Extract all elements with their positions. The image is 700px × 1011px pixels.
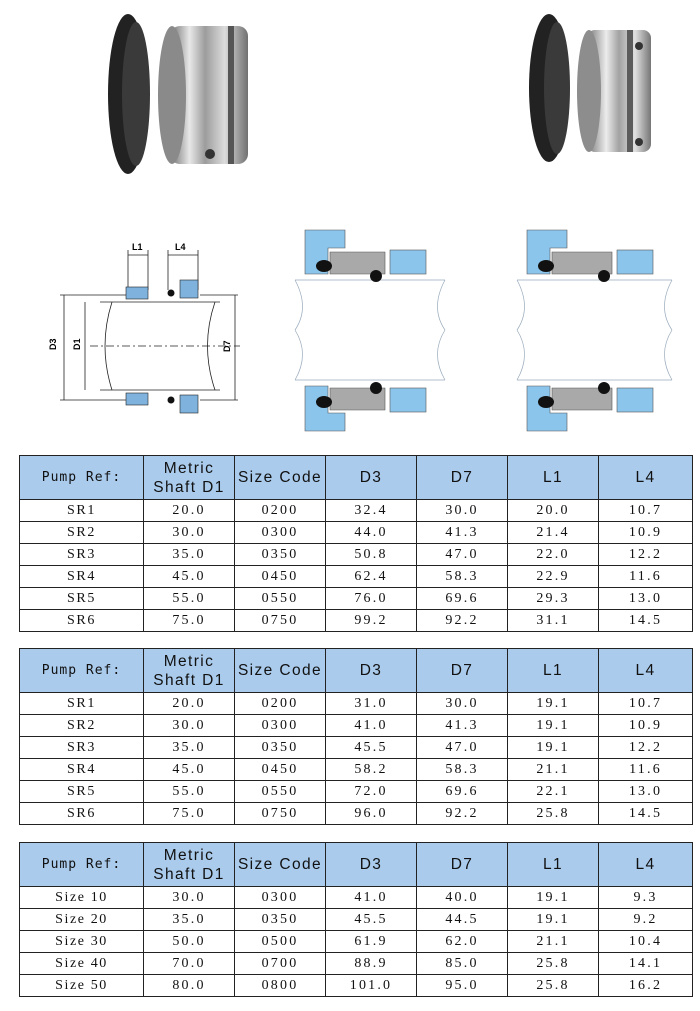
- header-d7: D7: [417, 843, 508, 887]
- table-cell: SR6: [20, 803, 144, 825]
- table-cell: 76.0: [326, 588, 417, 610]
- table-cell: 41.0: [326, 715, 417, 737]
- table-cell: 41.3: [417, 715, 508, 737]
- table-cell: 45.5: [326, 909, 417, 931]
- header-l1: L1: [508, 456, 599, 500]
- table-cell: 21.1: [508, 931, 599, 953]
- table-cell: 75.0: [144, 610, 235, 632]
- table-row: [20, 610, 693, 632]
- table-cell: 99.2: [326, 610, 417, 632]
- table-cell: 55.0: [144, 588, 235, 610]
- table-row: [20, 693, 693, 715]
- table-cell: SR1: [20, 500, 144, 522]
- table-cell: 14.5: [599, 803, 693, 825]
- table-cell: 35.0: [144, 544, 235, 566]
- table-cell: 11.6: [599, 759, 693, 781]
- table-cell: 45.5: [326, 737, 417, 759]
- table-cell: 22.9: [508, 566, 599, 588]
- table-body: [20, 693, 693, 825]
- header-pump-ref: Pump Ref:: [20, 456, 144, 500]
- table-cell: 35.0: [144, 909, 235, 931]
- table-cell: Size 10: [20, 887, 144, 909]
- label-l1: L1: [132, 242, 143, 252]
- table-cell: 85.0: [417, 953, 508, 975]
- table-cell: 95.0: [417, 975, 508, 997]
- table-row: [20, 781, 693, 803]
- table-cell: 0200: [235, 693, 326, 715]
- table-cell: 62.0: [417, 931, 508, 953]
- table-cell: 61.9: [326, 931, 417, 953]
- table-row: [20, 566, 693, 588]
- table-cell: 88.9: [326, 953, 417, 975]
- table-cell: Size 20: [20, 909, 144, 931]
- table-cell: 0350: [235, 909, 326, 931]
- table-cell: 58.3: [417, 759, 508, 781]
- header-shaft-d1: Metric Shaft D1: [144, 456, 235, 500]
- table-cell: SR5: [20, 781, 144, 803]
- table-cell: SR6: [20, 610, 144, 632]
- table-cell: 19.1: [508, 693, 599, 715]
- table-cell: 32.4: [326, 500, 417, 522]
- header-l1: L1: [508, 843, 599, 887]
- table-cell: SR3: [20, 737, 144, 759]
- header-d3: D3: [326, 843, 417, 887]
- table-cell: 30.0: [144, 887, 235, 909]
- header-d7: D7: [417, 649, 508, 693]
- table-cell: 55.0: [144, 781, 235, 803]
- header-size-code: Size Code: [235, 649, 326, 693]
- header-pump-ref: Pump Ref:: [20, 649, 144, 693]
- table-cell: 22.1: [508, 781, 599, 803]
- header-l4: L4: [599, 649, 693, 693]
- table-row: [20, 759, 693, 781]
- table-cell: 44.0: [326, 522, 417, 544]
- table-row: [20, 522, 693, 544]
- table-cell: 19.1: [508, 909, 599, 931]
- label-d1: D1: [72, 338, 82, 350]
- table-cell: 70.0: [144, 953, 235, 975]
- table-cell: 19.1: [508, 737, 599, 759]
- table-cell: SR2: [20, 522, 144, 544]
- table-row: [20, 803, 693, 825]
- table-cell: 0350: [235, 737, 326, 759]
- table-cell: 21.4: [508, 522, 599, 544]
- label-l4: L4: [175, 242, 186, 252]
- table-cell: 10.4: [599, 931, 693, 953]
- table-cell: 96.0: [326, 803, 417, 825]
- table-cell: 69.6: [417, 781, 508, 803]
- table-cell: 30.0: [144, 715, 235, 737]
- table-cell: 10.9: [599, 522, 693, 544]
- table-row: [20, 931, 693, 953]
- table-row: [20, 953, 693, 975]
- section-drawing-right: [512, 228, 677, 433]
- table-cell: 50.8: [326, 544, 417, 566]
- table-cell: 41.0: [326, 887, 417, 909]
- header-shaft-d1: Metric Shaft D1: [144, 843, 235, 887]
- table-cell: 47.0: [417, 544, 508, 566]
- table-cell: 0200: [235, 500, 326, 522]
- table-cell: 0300: [235, 522, 326, 544]
- table-cell: 10.7: [599, 500, 693, 522]
- table-cell: 47.0: [417, 737, 508, 759]
- table-row: [20, 909, 693, 931]
- header-shaft-d1: Metric Shaft D1: [144, 649, 235, 693]
- table-cell: 44.5: [417, 909, 508, 931]
- table-cell: 14.5: [599, 610, 693, 632]
- header-d7: D7: [417, 456, 508, 500]
- table-cell: 75.0: [144, 803, 235, 825]
- table-cell: 72.0: [326, 781, 417, 803]
- table-cell: 35.0: [144, 737, 235, 759]
- table-cell: 0300: [235, 715, 326, 737]
- table-cell: SR3: [20, 544, 144, 566]
- table-cell: 69.6: [417, 588, 508, 610]
- table-row: [20, 588, 693, 610]
- table-row: [20, 544, 693, 566]
- spec-table-3: [19, 842, 693, 997]
- table-row: [20, 975, 693, 997]
- label-d7: D7: [222, 340, 232, 352]
- table-cell: 31.1: [508, 610, 599, 632]
- section-drawing-middle: [290, 228, 450, 433]
- table-cell: 0300: [235, 887, 326, 909]
- seal-photo-right: [515, 8, 665, 168]
- table-cell: 14.1: [599, 953, 693, 975]
- table-cell: 25.8: [508, 975, 599, 997]
- header-d3: D3: [326, 456, 417, 500]
- table-cell: 0350: [235, 544, 326, 566]
- table-cell: 9.3: [599, 887, 693, 909]
- table-cell: 11.6: [599, 566, 693, 588]
- table-cell: 0450: [235, 759, 326, 781]
- table-cell: 31.0: [326, 693, 417, 715]
- table-cell: 21.1: [508, 759, 599, 781]
- table-cell: 12.2: [599, 544, 693, 566]
- table-cell: 20.0: [144, 693, 235, 715]
- header-size-code: Size Code: [235, 456, 326, 500]
- table-cell: 29.3: [508, 588, 599, 610]
- table-body: [20, 500, 693, 632]
- header-pump-ref: Pump Ref:: [20, 843, 144, 887]
- table-cell: 40.0: [417, 887, 508, 909]
- table-cell: 9.2: [599, 909, 693, 931]
- table-cell: SR2: [20, 715, 144, 737]
- table-cell: SR4: [20, 759, 144, 781]
- table-cell: Size 50: [20, 975, 144, 997]
- table-cell: 30.0: [144, 522, 235, 544]
- table-cell: 41.3: [417, 522, 508, 544]
- table-cell: 0750: [235, 803, 326, 825]
- table-cell: 58.3: [417, 566, 508, 588]
- table-cell: 10.9: [599, 715, 693, 737]
- header-l4: L4: [599, 843, 693, 887]
- table-cell: 45.0: [144, 566, 235, 588]
- table-cell: 50.0: [144, 931, 235, 953]
- table-row: [20, 500, 693, 522]
- table-cell: 0550: [235, 781, 326, 803]
- header-l1: L1: [508, 649, 599, 693]
- table-cell: 0550: [235, 588, 326, 610]
- table-cell: 19.1: [508, 887, 599, 909]
- table-cell: 10.7: [599, 693, 693, 715]
- table-cell: 25.8: [508, 803, 599, 825]
- table-cell: 30.0: [417, 693, 508, 715]
- seal-photo-left: [100, 8, 260, 180]
- table-cell: Size 30: [20, 931, 144, 953]
- header-d3: D3: [326, 649, 417, 693]
- table-cell: 58.2: [326, 759, 417, 781]
- label-d3: D3: [48, 338, 58, 350]
- table-cell: 16.2: [599, 975, 693, 997]
- table-cell: SR5: [20, 588, 144, 610]
- table-row: [20, 737, 693, 759]
- table-cell: 45.0: [144, 759, 235, 781]
- table-cell: 0750: [235, 610, 326, 632]
- spec-table-1: [19, 455, 693, 632]
- table-cell: 92.2: [417, 610, 508, 632]
- header-l4: L4: [599, 456, 693, 500]
- table-body: [20, 887, 693, 997]
- table-cell: 0500: [235, 931, 326, 953]
- table-cell: SR1: [20, 693, 144, 715]
- header-size-code: Size Code: [235, 843, 326, 887]
- dimension-drawing: [40, 240, 255, 420]
- table-cell: Size 40: [20, 953, 144, 975]
- table-cell: 12.2: [599, 737, 693, 759]
- table-row: [20, 887, 693, 909]
- table-cell: 0450: [235, 566, 326, 588]
- table-cell: 30.0: [417, 500, 508, 522]
- table-cell: 0800: [235, 975, 326, 997]
- table-cell: 20.0: [144, 500, 235, 522]
- table-cell: 62.4: [326, 566, 417, 588]
- table-cell: 25.8: [508, 953, 599, 975]
- table-row: [20, 715, 693, 737]
- table-cell: 80.0: [144, 975, 235, 997]
- table-cell: 19.1: [508, 715, 599, 737]
- table-cell: SR4: [20, 566, 144, 588]
- table-cell: 20.0: [508, 500, 599, 522]
- spec-table-2: [19, 648, 693, 825]
- table-cell: 0700: [235, 953, 326, 975]
- table-cell: 101.0: [326, 975, 417, 997]
- table-cell: 22.0: [508, 544, 599, 566]
- table-cell: 92.2: [417, 803, 508, 825]
- table-cell: 13.0: [599, 588, 693, 610]
- table-cell: 13.0: [599, 781, 693, 803]
